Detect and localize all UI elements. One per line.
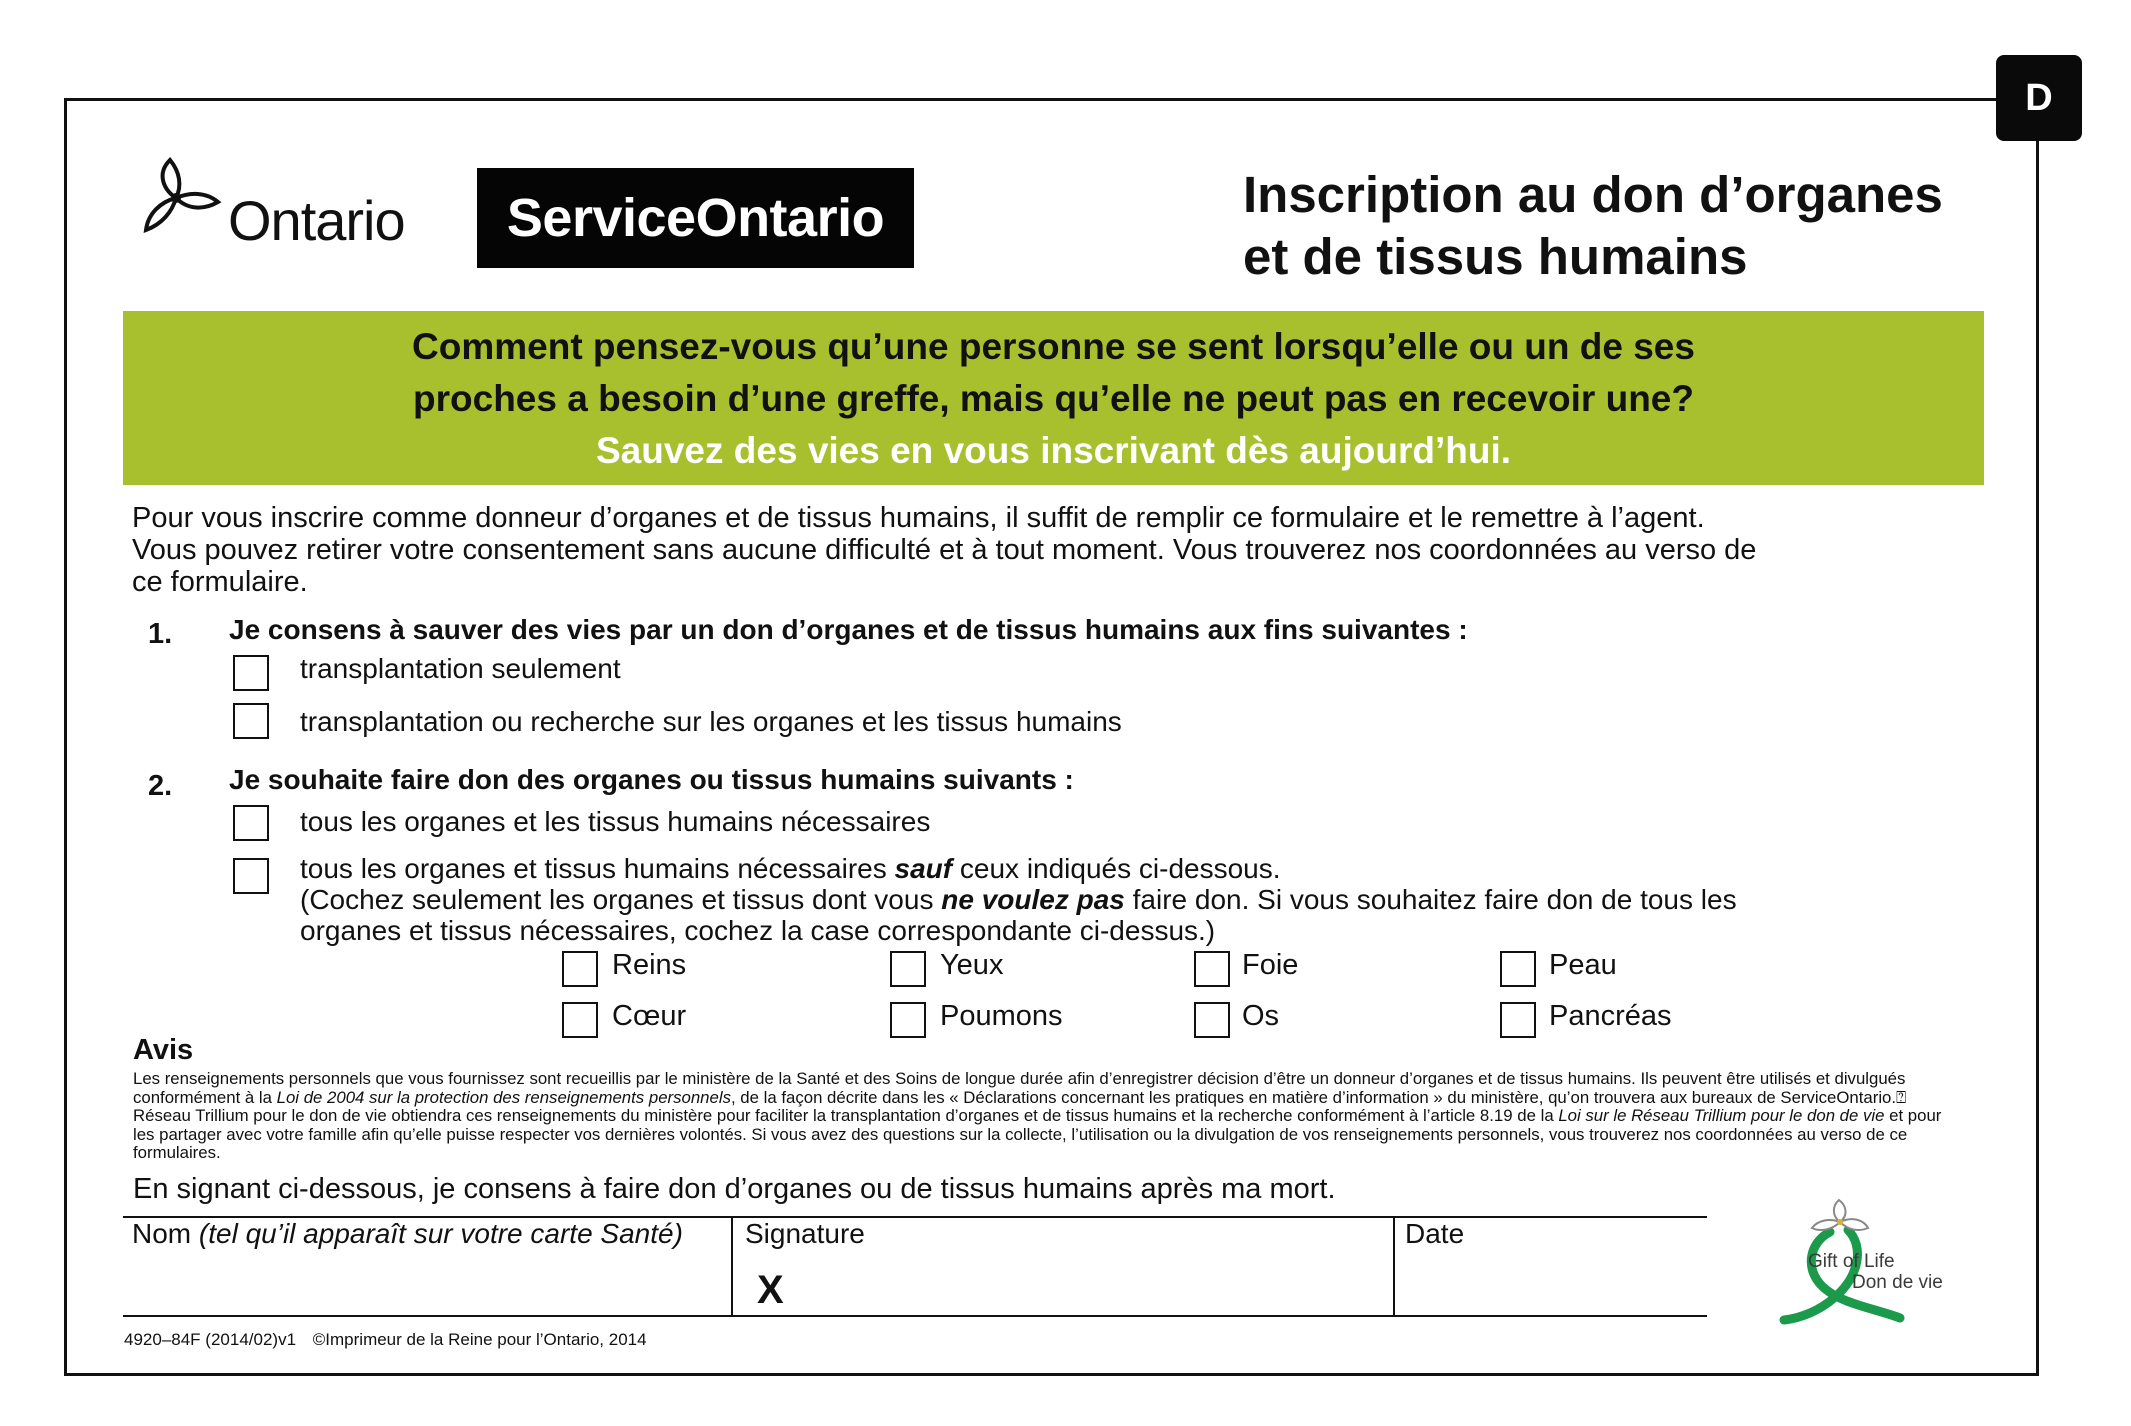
checkbox-transplantation-research[interactable]: [233, 703, 269, 739]
checkbox-all-organs[interactable]: [233, 805, 269, 841]
checkbox-all-except[interactable]: [233, 858, 269, 894]
checkbox-coeur[interactable]: [562, 1002, 598, 1038]
notice-heading: Avis: [133, 1034, 194, 1066]
notice-paragraph: [133, 1070, 1963, 1163]
checkbox-transplantation-only[interactable]: [233, 655, 269, 691]
organ-coeur: Cœur: [612, 1000, 687, 1032]
signature-field[interactable]: [734, 1218, 1390, 1314]
option-note-a: (Cochez seulement les organes et tissus dont vous: [300, 884, 934, 915]
option-all-except-sauf: sauf: [894, 853, 953, 884]
checkbox-foie[interactable]: [1194, 951, 1230, 987]
option-note-line2: organes et tissus nécessaires, cochez la case correspondante ci-dessus.): [300, 915, 1216, 946]
form-title: [1243, 164, 1943, 288]
copyright-notice: ©Imprimeur de la Reine pour l’Ontario, 2014: [312, 1330, 647, 1349]
organ-os: Os: [1242, 1000, 1280, 1032]
option-transplantation-research: transplantation ou recherche sur les organes et les tissus humains: [300, 706, 1122, 737]
question-2-text: Je souhaite faire don des organes ou tissus humains suivants :: [229, 764, 1074, 795]
notice-part1: Les renseignements personnels que vous fournissez sont recueillis par le ministère de la Santé et des Soins de longue durée afin d’enregistrer décision d’être un donneur d’organes et de tissus humains. Ils peuvent être utilisés et divulgués conformément à la: [133, 1069, 1906, 1107]
notice-law1: Loi de 2004 sur la protection des renseignements personnels: [276, 1087, 731, 1107]
intro-line1: Pour vous inscrire comme donneur d’organes et de tissus humains, il suffit de remplir ce formulaire et le remettre à l’agent.: [132, 502, 1705, 534]
intro-line3: ce formulaire.: [132, 566, 308, 598]
organ-peau: Peau: [1549, 949, 1617, 981]
checkbox-pancreas[interactable]: [1500, 1002, 1536, 1038]
organ-reins: Reins: [612, 949, 687, 981]
form-version-tab: D: [1996, 55, 2082, 141]
organ-foie: Foie: [1242, 949, 1299, 981]
option-all-except-c: ceux indiqués ci-dessous.: [959, 853, 1281, 884]
checkbox-os[interactable]: [1194, 1002, 1230, 1038]
option-note-c: faire don. Si vous souhaitez faire don de tous les: [1132, 884, 1737, 915]
organ-pancreas: Pancréas: [1549, 1000, 1672, 1032]
fields-divider-1: [731, 1216, 733, 1317]
fields-divider-2: [1393, 1216, 1395, 1317]
banner-line3: Sauvez des vies en vous inscrivant dès aujourd’hui.: [595, 430, 1512, 471]
question-1-text: Je consens à sauver des vies par un don d’organes et de tissus humains aux fins suivantes :: [229, 614, 1468, 645]
ontario-wordmark: Ontario: [228, 189, 405, 252]
date-field-label: Date: [1405, 1218, 1465, 1249]
checkbox-reins[interactable]: [562, 951, 598, 987]
option-note-emphasis: ne voulez pas: [941, 884, 1125, 915]
name-field-label: Nom: [132, 1218, 192, 1249]
organ-poumons: Poumons: [940, 1000, 1063, 1032]
signature-field-label: Signature: [745, 1218, 865, 1249]
intro-line2: Vous pouvez retirer votre consentement sans aucune difficulté et à tout moment. Vous trouverez nos coordonnées au verso de: [132, 534, 1757, 566]
name-field-hint: (tel qu’il apparaît sur votre carte Santé): [198, 1218, 683, 1249]
checkbox-poumons[interactable]: [890, 1002, 926, 1038]
question-1-number: 1.: [148, 618, 173, 650]
checkbox-peau[interactable]: [1500, 951, 1536, 987]
question-2-number: 2.: [148, 770, 173, 802]
notice-law2: Loi sur le Réseau Trillium pour le don de vie: [1558, 1106, 1885, 1125]
gift-of-life-en: Gift of Life: [1808, 1251, 1895, 1272]
trillium-logo-icon: [140, 152, 235, 242]
notice-part2: , de la façon décrite dans les « Déclarations concernant les pratiques en matière d’information » du ministère, qu’on trouvera aux bureaux de ServiceOntario.⍰ Réseau Trillium pour le don de vie obtiendra ces renseignements du ministère pour faciliter la transplantation d’organes et de tissus humains et la recherche conformément à l’article 8.19 de la: [133, 1087, 1907, 1125]
notice-part3: et pour les partager avec votre famille afin qu’elle puisse respecter vos dernières volontés. Si vous avez des questions sur la collecte, l’utilisation ou la divulgation de vos renseignements personnels, vous trouverez nos coordonnées au verso de ce formulaires.: [133, 1106, 1942, 1162]
service-ontario-logo: [477, 168, 914, 268]
option-all-except-a: tous les organes et tissus humains nécessaires: [300, 853, 887, 884]
form-footer: [124, 1330, 647, 1350]
organ-yeux: Yeux: [940, 949, 1004, 981]
option-transplantation-only: transplantation seulement: [300, 653, 621, 684]
signature-x-mark: X: [757, 1268, 784, 1312]
date-field[interactable]: [1396, 1218, 1706, 1314]
gift-of-life-fr: Don de vie: [1852, 1272, 1943, 1293]
fields-bottom-rule: [123, 1315, 1707, 1317]
form-number: 4920–84F (2014/02)v1: [124, 1330, 297, 1349]
form-title-line1: Inscription au don d’organes: [1243, 166, 1943, 223]
form-title-line2: et de tissus humains: [1243, 228, 1748, 285]
intro-paragraph: [132, 502, 1982, 598]
consent-statement: En signant ci-dessous, je consens à faire don d’organes ou de tissus humains après ma mort.: [133, 1173, 1336, 1205]
campaign-banner: [123, 311, 1984, 485]
checkbox-yeux[interactable]: [890, 951, 926, 987]
banner-line2: proches a besoin d’une greffe, mais qu’elle ne peut pas en recevoir une?: [413, 378, 1694, 419]
name-field[interactable]: [124, 1218, 728, 1314]
service-ontario-text: ServiceOntario: [506, 188, 885, 248]
option-all-organs: tous les organes et les tissus humains nécessaires: [300, 806, 931, 837]
banner-line1: Comment pensez-vous qu’une personne se sent lorsqu’elle ou un de ses: [412, 326, 1695, 367]
option-all-except: [300, 853, 1737, 946]
